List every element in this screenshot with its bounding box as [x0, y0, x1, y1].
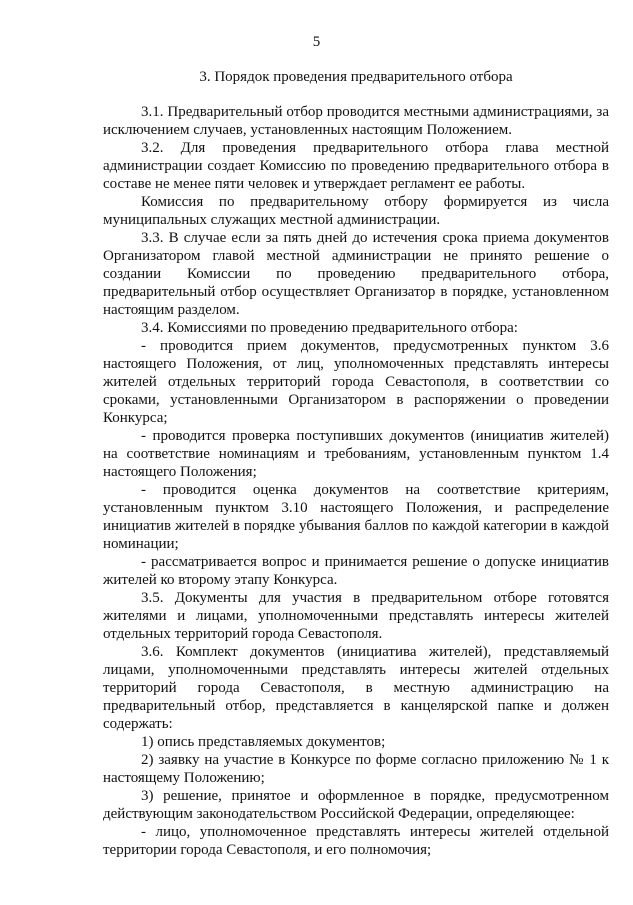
list-item: - рассматривается вопрос и принимается решение о допуске инициатив жителей ко второму этапу Конкурса. — [103, 554, 609, 588]
list-item: - проводится прием документов, предусмотренных пунктом 3.6 настоящего Положения, от лиц, уполномоченных представлять интересы жителей отдельных территорий города Севастополя, в соответствии со сроками, установленными Организатором в распоряжении о проведении Конкурса; — [103, 338, 609, 426]
page-number: 5 — [312, 34, 321, 50]
paragraph: 3.4. Комиссиями по проведению предварительного отбора: — [141, 320, 518, 336]
list-item: 3) решение, принятое и оформленное в порядке, предусмотренном действующим законодательством Российской Федерации, определяющее: — [103, 788, 609, 822]
list-item: 1) опись представляемых документов; — [141, 734, 386, 750]
list-item: - лицо, уполномоченное представлять интересы жителей отдельной территории города Севастополя, и его полномочия; — [103, 824, 609, 858]
paragraph: 3.6. Комплект документов (инициатива жителей), представляемый лицами, уполномоченными представлять интересы жителей отдельных территорий города Севастополя, в местную администрацию на предварительный отбор, представляется в канцелярской папке и должен содержать: — [103, 644, 609, 732]
paragraph: 3.2. Для проведения предварительного отбора глава местной администрации создает Комиссию по проведению предварительного отбора в составе не менее пяти человек и утверждает регламент ее работы. — [103, 140, 609, 192]
paragraph: 3.5. Документы для участия в предварительном отборе готовятся жителями и лицами, уполномоченными представлять интересы жителей отдельных территорий города Севастополя. — [103, 590, 609, 642]
paragraph: 3.1. Предварительный отбор проводится местными администрациями, за исключением случаев, установленных настоящим Положением. — [103, 104, 609, 138]
list-item: - проводится оценка документов на соответствие критериям, установленным пунктом 3.10 настоящего Положения, и распределение инициатив жителей в порядке убывания баллов по каждой категории в каждой номинации; — [103, 482, 609, 552]
paragraph: Комиссия по предварительному отбору формируется из числа муниципальных служащих местной администрации. — [103, 194, 609, 228]
list-item: 2) заявку на участие в Конкурсе по форме согласно приложению № 1 к настоящему Положению; — [103, 752, 609, 786]
document-body — [103, 103, 609, 859]
list-item: - проводится проверка поступивших документов (инициатив жителей) на соответствие номинациям и требованиям, установленным пунктом 1.4 настоящего Положения; — [103, 428, 609, 480]
section-title: 3. Порядок проведения предварительного отбора — [199, 69, 513, 85]
paragraph: 3.3. В случае если за пять дней до истечения срока приема документов Организатором главой местной администрации не принято решение о создании Комиссии по проведению предварительного отбора, предварительный отбор осуществляет Организатор в порядке, установленном настоящим разделом. — [103, 230, 609, 318]
